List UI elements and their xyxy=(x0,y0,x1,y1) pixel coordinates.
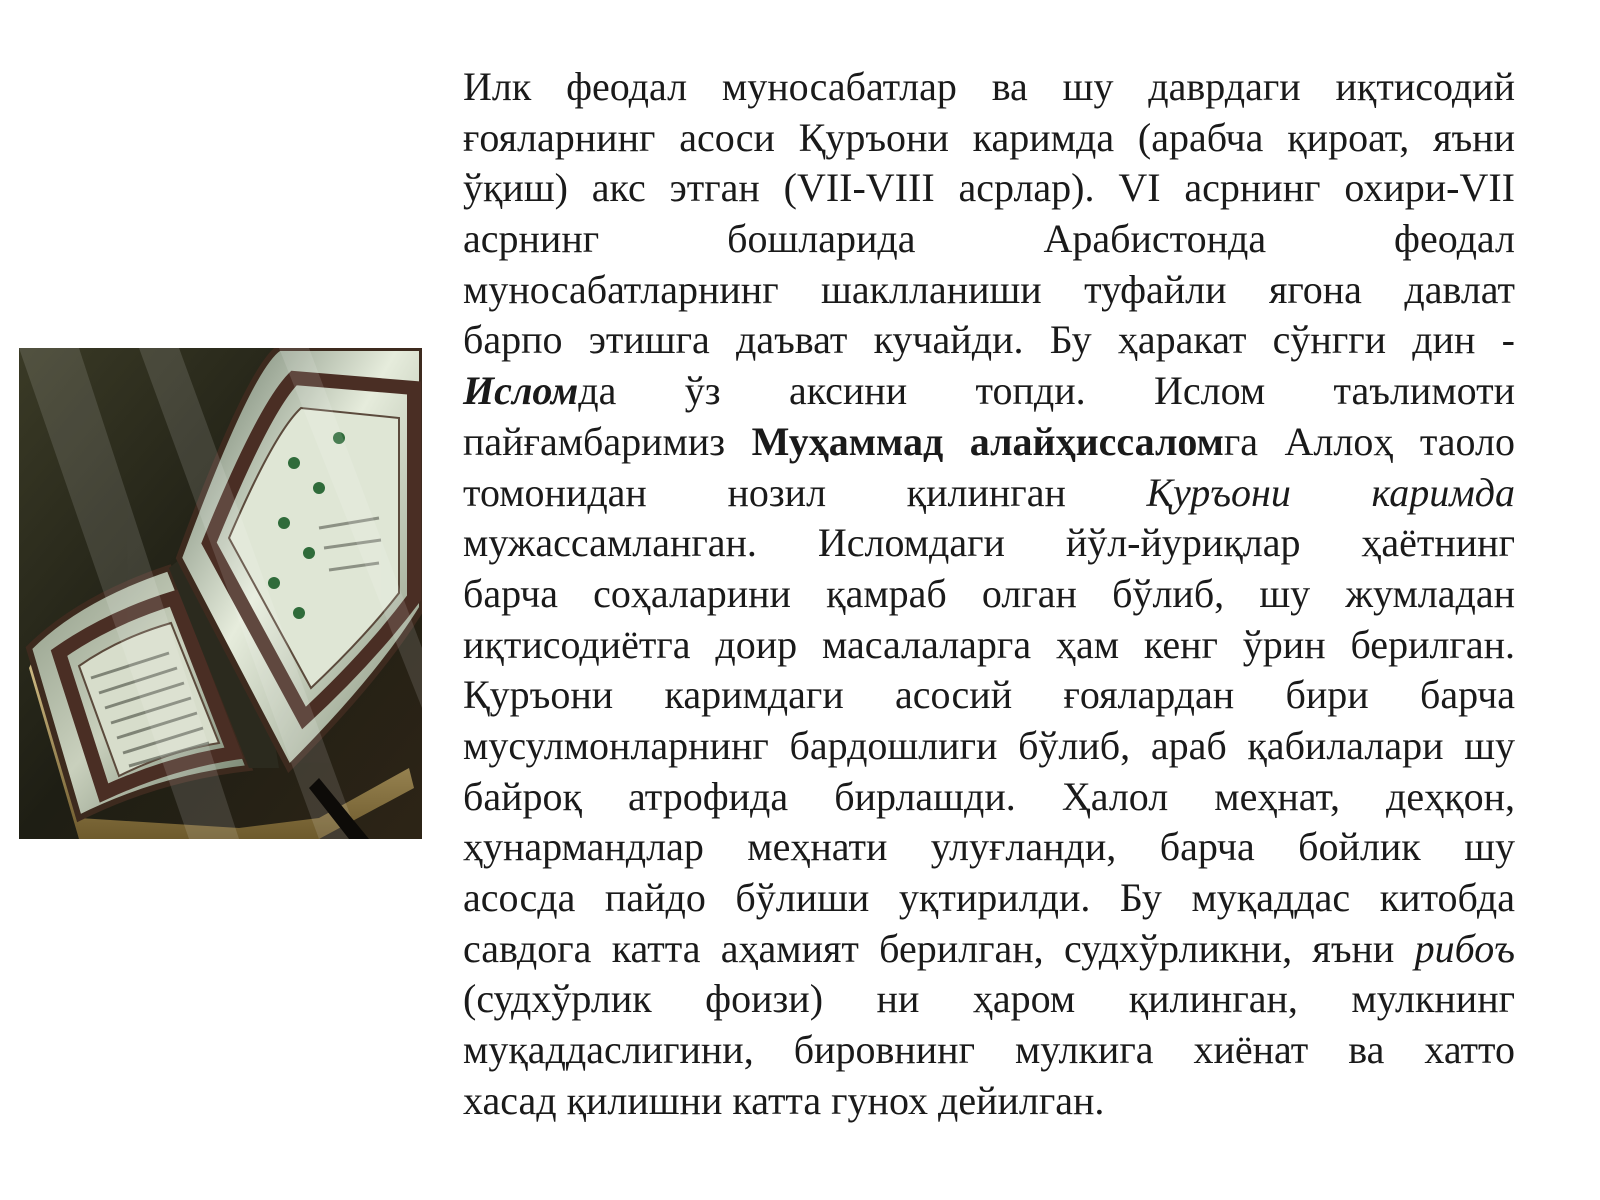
text-run: барпо этишга даъват кучайди. Бу ҳаракат сўнгги дин - xyxy=(463,317,1515,363)
paragraph-line xyxy=(463,772,1515,823)
paragraph-line xyxy=(463,163,1515,214)
text-run: ғояларнинг асоси Қуръони каримда (арабча қироат, яъни xyxy=(463,114,1515,160)
text-run: мусулмонларнинг бардошлиги бўлиб, араб қабилалари шу xyxy=(463,722,1515,768)
paragraph-line xyxy=(463,366,1515,417)
text-run: муқаддаслигини, бировнинг мулкига хиёнат ва хатто xyxy=(463,1027,1515,1073)
text-run: асосда пайдо бўлиши уқтирилди. Бу муқаддас китобда xyxy=(463,875,1515,920)
paragraph-line xyxy=(463,214,1515,265)
text-run: ҳунармандлар меҳнати улуғланди, барча бойлик шу xyxy=(463,824,1515,870)
text-run: байроқ атрофида бирлашди. Ҳалол меҳнат, деҳқон, xyxy=(463,773,1515,819)
paragraph-line xyxy=(463,113,1515,164)
text-run: (судхўрлик фоизи) ни ҳаром қилинган, мулкнинг xyxy=(463,976,1515,1022)
italic-text-run: Қуръони каримда xyxy=(1146,469,1515,515)
paragraph-line xyxy=(463,974,1515,1025)
text-run: асрнинг бошларида Арабистонда феодал xyxy=(463,216,1515,262)
paragraph-line xyxy=(463,315,1515,366)
paragraph-line xyxy=(463,924,1515,975)
text-run: га Аллоҳ таоло xyxy=(1223,418,1515,464)
text-run: барча соҳаларини қамраб олган бўлиб, шу жумладан xyxy=(463,570,1515,616)
paragraph-line xyxy=(463,670,1515,721)
text-run: да ўз аксини топди. Ислом таълимоти xyxy=(578,368,1515,414)
paragraph-line xyxy=(463,265,1515,316)
bold-italic-text-run: Ислом xyxy=(463,368,579,414)
text-run: томонидан нозил қилинган xyxy=(463,469,1147,515)
text-run: пайғамбаримиз xyxy=(463,418,752,464)
paragraph-line xyxy=(463,417,1515,468)
main-paragraph xyxy=(463,62,1515,1126)
text-run: Илк феодал муносабатлар ва шу даврдаги иқтисодий xyxy=(463,64,1515,109)
text-run: савдога катта аҳамият берилган, судхўрликни, яъни xyxy=(463,925,1415,971)
paragraph-line xyxy=(463,1025,1515,1076)
bold-text-run: Муҳаммад алайҳиссалом xyxy=(751,418,1224,464)
paragraph-line xyxy=(463,1076,1515,1127)
paragraph-line xyxy=(463,518,1515,569)
paragraph-line xyxy=(463,620,1515,671)
text-run: хасад қилишни катта гунох дейилган. xyxy=(463,1077,1105,1123)
paragraph-line xyxy=(463,468,1515,519)
text-run: Қуръони каримдаги асосий ғоялардан бири барча xyxy=(463,672,1515,718)
text-run: мужассамланган. Исломдаги йўл-йуриқлар ҳаётнинг xyxy=(463,520,1515,566)
paragraph-line xyxy=(463,62,1515,113)
text-run: муносабатларнинг шаклланиши туфайли ягона давлат xyxy=(463,266,1515,312)
paragraph-line xyxy=(463,721,1515,772)
italic-text-run: рибоъ xyxy=(1414,925,1515,971)
paragraph-line xyxy=(463,873,1515,924)
paragraph-line xyxy=(463,569,1515,620)
paragraph-line xyxy=(463,822,1515,873)
open-book-image xyxy=(19,348,422,839)
book-illustration-svg xyxy=(19,348,422,839)
text-run: ўқиш) акс этган (VII-VIII асрлар). VI асрнинг охири-VII xyxy=(463,165,1515,211)
text-run: иқтисодиётга доир масалаларга ҳам кенг ўрин берилган. xyxy=(463,621,1515,667)
